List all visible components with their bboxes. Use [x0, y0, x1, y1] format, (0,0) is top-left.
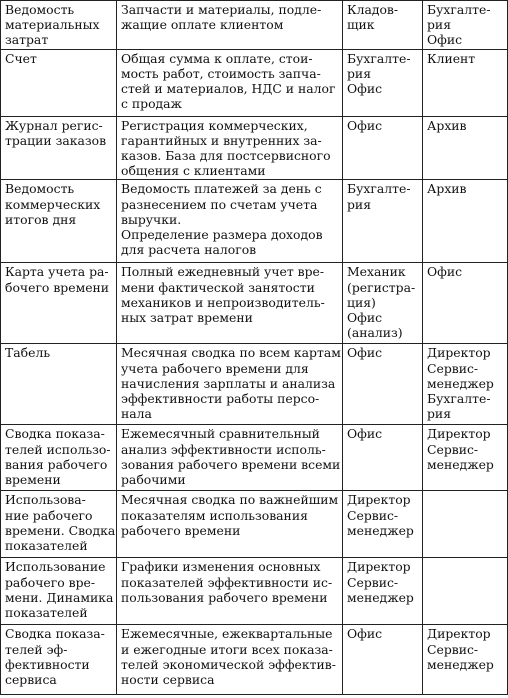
recipient-cell [423, 425, 508, 491]
table-row [1, 625, 508, 695]
cell-text-line: Директор [347, 559, 411, 575]
cell-text-line: Сводка показа- [5, 626, 105, 642]
cell-text-line: коммерческих [5, 196, 101, 212]
content-cell [117, 1, 343, 50]
document-table-body [1, 1, 508, 695]
cell-text-line: Полный ежедневный учет вре- [121, 264, 325, 280]
cell-text-line: Карта учета ра- [5, 264, 109, 280]
prepared-by-cell [343, 1, 423, 50]
cell-text-line: выручки. [121, 211, 182, 227]
cell-text-line: разнесением по счетам учета [121, 196, 318, 212]
document-name-cell [1, 116, 117, 180]
cell-text-line: затрат [5, 32, 49, 48]
cell-text-line: итогов дня [5, 211, 77, 227]
cell-text-line: общения с клиентами [121, 163, 266, 179]
cell-text-line: мени. Динамика [5, 589, 114, 605]
cell-text-line: Директор [427, 345, 491, 361]
cell-text-line: вания рабочего [5, 456, 108, 472]
cell-text-line: Общая сумма к оплате, стои- [121, 50, 313, 66]
table-row [1, 558, 508, 625]
cell-text-line: Офис [347, 345, 383, 361]
cell-text-line: стей и материалов, НДС и налог [121, 81, 336, 97]
cell-text-line: времени [5, 472, 61, 488]
cell-text-line: Офис [347, 81, 383, 97]
cell-text-line: Офис [347, 626, 383, 642]
cell-text-line: анализ эффективности исполь- [121, 441, 326, 457]
recipient-cell [423, 558, 508, 625]
prepared-by-cell [343, 49, 423, 116]
table-row [1, 116, 508, 180]
content-cell [117, 558, 343, 625]
cell-text-line: времени. Сводка [5, 522, 116, 538]
table-row [1, 344, 508, 425]
cell-text-line: трации заказов [5, 132, 107, 148]
recipient-cell [423, 625, 508, 695]
content-cell [117, 344, 343, 425]
prepared-by-cell [343, 625, 423, 695]
cell-text-line: Клиент [427, 50, 476, 66]
content-cell [117, 116, 343, 180]
cell-text-line: ция) [347, 294, 376, 310]
cell-text-line: показателей [5, 538, 88, 554]
cell-text-line: Журнал регис- [5, 117, 103, 133]
content-cell [117, 491, 343, 558]
cell-text-line: зования рабочего времени всеми [121, 456, 341, 472]
table-row [1, 49, 508, 116]
cell-text-line: Определение размера доходов [121, 227, 323, 243]
cell-text-line: ных затрат времени [121, 310, 253, 326]
cell-text-line: телей эф- [5, 641, 68, 657]
cell-text-line: эффективности работы персо- [121, 391, 320, 407]
cell-text-line: Директор [347, 492, 411, 508]
content-cell [117, 425, 343, 491]
cell-text-line: Бухгалте- [427, 2, 491, 17]
cell-text-line: рия [427, 17, 452, 33]
cell-text-line: Использова- [5, 492, 86, 508]
document-name-cell [1, 625, 117, 695]
cell-text-line: Ведомость платежей за день с [121, 181, 322, 197]
cell-text-line: Офис [347, 310, 383, 326]
recipient-cell [423, 1, 508, 50]
table-row [1, 1, 508, 50]
cell-text-line: щик [347, 17, 375, 33]
cell-text-line: рия [427, 406, 452, 422]
document-name-cell [1, 344, 117, 425]
cell-text-line: Графики изменения основных [121, 559, 321, 575]
cell-text-line: Бухгалте- [347, 50, 411, 66]
cell-text-line: сервиса [5, 672, 57, 688]
cell-text-line: рабочими [121, 472, 186, 488]
content-cell [117, 625, 343, 695]
cell-text-line: Сервис- [347, 507, 399, 523]
cell-text-line: жащие оплате клиентом [121, 17, 284, 33]
cell-text-line: Ежемесячный сравнительный [121, 426, 320, 442]
cell-text-line: Сервис- [427, 360, 479, 376]
cell-text-line: казов. База для постсервисного [121, 148, 331, 164]
document-name-cell [1, 49, 117, 116]
cell-text-line: пользования рабочего времени [121, 589, 328, 605]
document-name-cell [1, 1, 117, 50]
table-row [1, 425, 508, 491]
cell-text-line: показателей эффективности ис- [121, 574, 333, 590]
cell-text-line: (регистра- [347, 279, 416, 295]
cell-text-line: Офис [347, 426, 383, 442]
prepared-by-cell [343, 344, 423, 425]
cell-text-line: Кладов- [347, 2, 399, 17]
cell-text-line: начисления зарплаты и анализа [121, 375, 336, 391]
cell-text-line: Использование [5, 559, 106, 575]
content-cell [117, 263, 343, 344]
table-row [1, 180, 508, 263]
cell-text-line: с продаж [121, 96, 182, 112]
cell-text-line: Регистрация коммерческих, [121, 117, 308, 133]
cell-text-line: менеджер [427, 656, 494, 672]
cell-text-line: Архив [427, 181, 467, 197]
cell-text-line: Офис [347, 117, 383, 133]
cell-text-line: показателей [5, 605, 88, 621]
document-name-cell [1, 558, 117, 625]
prepared-by-cell [343, 425, 423, 491]
cell-text-line: Сервис- [427, 641, 479, 657]
recipient-cell [423, 49, 508, 116]
cell-text-line: Механик [347, 264, 406, 280]
document-name-cell [1, 425, 117, 491]
cell-text-line: рия [347, 196, 372, 212]
cell-text-line: рабочего вре- [5, 574, 96, 590]
cell-text-line: показателям использования [121, 507, 308, 523]
cell-text-line: Месячная сводка по важнейшим [121, 492, 339, 508]
cell-text-line: Сервис- [427, 441, 479, 457]
document-name-cell [1, 180, 117, 263]
cell-text-line: Сервис- [347, 574, 399, 590]
cell-text-line: Ежемесячные, ежеквартальные [121, 626, 333, 642]
cell-text-line: гарантийных и внутренних за- [121, 132, 322, 148]
cell-text-line: учета рабочего времени для [121, 360, 309, 376]
recipient-cell [423, 491, 508, 558]
document-name-cell [1, 263, 117, 344]
cell-text-line: механиков и непроизводитель- [121, 294, 325, 310]
recipient-cell [423, 344, 508, 425]
prepared-by-cell [343, 491, 423, 558]
cell-text-line: Сводка показа- [5, 426, 105, 442]
table-row [1, 263, 508, 344]
cell-text-line: ности сервиса [121, 672, 215, 688]
content-cell [117, 49, 343, 116]
cell-text-line: менеджер [427, 456, 494, 472]
table-row [1, 491, 508, 558]
cell-text-line: Бухгалте- [427, 391, 491, 407]
cell-text-line: Счет [5, 50, 37, 66]
prepared-by-cell [343, 180, 423, 263]
cell-text-line: менеджер [427, 375, 494, 391]
cell-text-line: фективности [5, 656, 90, 672]
document-name-cell [1, 491, 117, 558]
recipient-cell [423, 116, 508, 180]
cell-text-line: Месячная сводка по всем картам [121, 345, 341, 361]
cell-text-line: Ведомость [5, 181, 75, 197]
prepared-by-cell [343, 558, 423, 625]
cell-text-line: Табель [5, 345, 51, 361]
cell-text-line: мость работ, стоимость запча- [121, 65, 321, 81]
cell-text-line: Архив [427, 117, 467, 133]
cell-text-line: нала [121, 406, 152, 422]
cell-text-line: Директор [427, 626, 491, 642]
cell-text-line: Запчасти и материалы, подле- [121, 2, 322, 17]
cell-text-line: Директор [427, 426, 491, 442]
cell-text-line: телей экономической эффектив- [121, 656, 336, 672]
cell-text-line: менеджер [347, 522, 414, 538]
cell-text-line: бочего времени [5, 279, 110, 295]
prepared-by-cell [343, 116, 423, 180]
cell-text-line: для расчета налогов [121, 242, 257, 258]
recipient-cell [423, 180, 508, 263]
cell-text-line: телей использо- [5, 441, 111, 457]
cell-text-line: рия [347, 65, 372, 81]
cell-text-line: Бухгалте- [347, 181, 411, 197]
cell-text-line: материальных [5, 17, 100, 33]
recipient-cell [423, 263, 508, 344]
cell-text-line: (анализ) [347, 325, 403, 341]
cell-text-line: менеджер [347, 589, 414, 605]
cell-text-line: Офис [427, 264, 463, 280]
content-cell [117, 180, 343, 263]
cell-text-line: рабочего времени [121, 522, 241, 538]
cell-text-line: и ежегодные итоги всех показа- [121, 641, 333, 657]
prepared-by-cell [343, 263, 423, 344]
cell-text-line: Ведомость [5, 2, 75, 17]
cell-text-line: Офис [427, 32, 463, 48]
cell-text-line: мени фактической занятости [121, 279, 315, 295]
cell-text-line: ние рабочего [5, 507, 93, 523]
